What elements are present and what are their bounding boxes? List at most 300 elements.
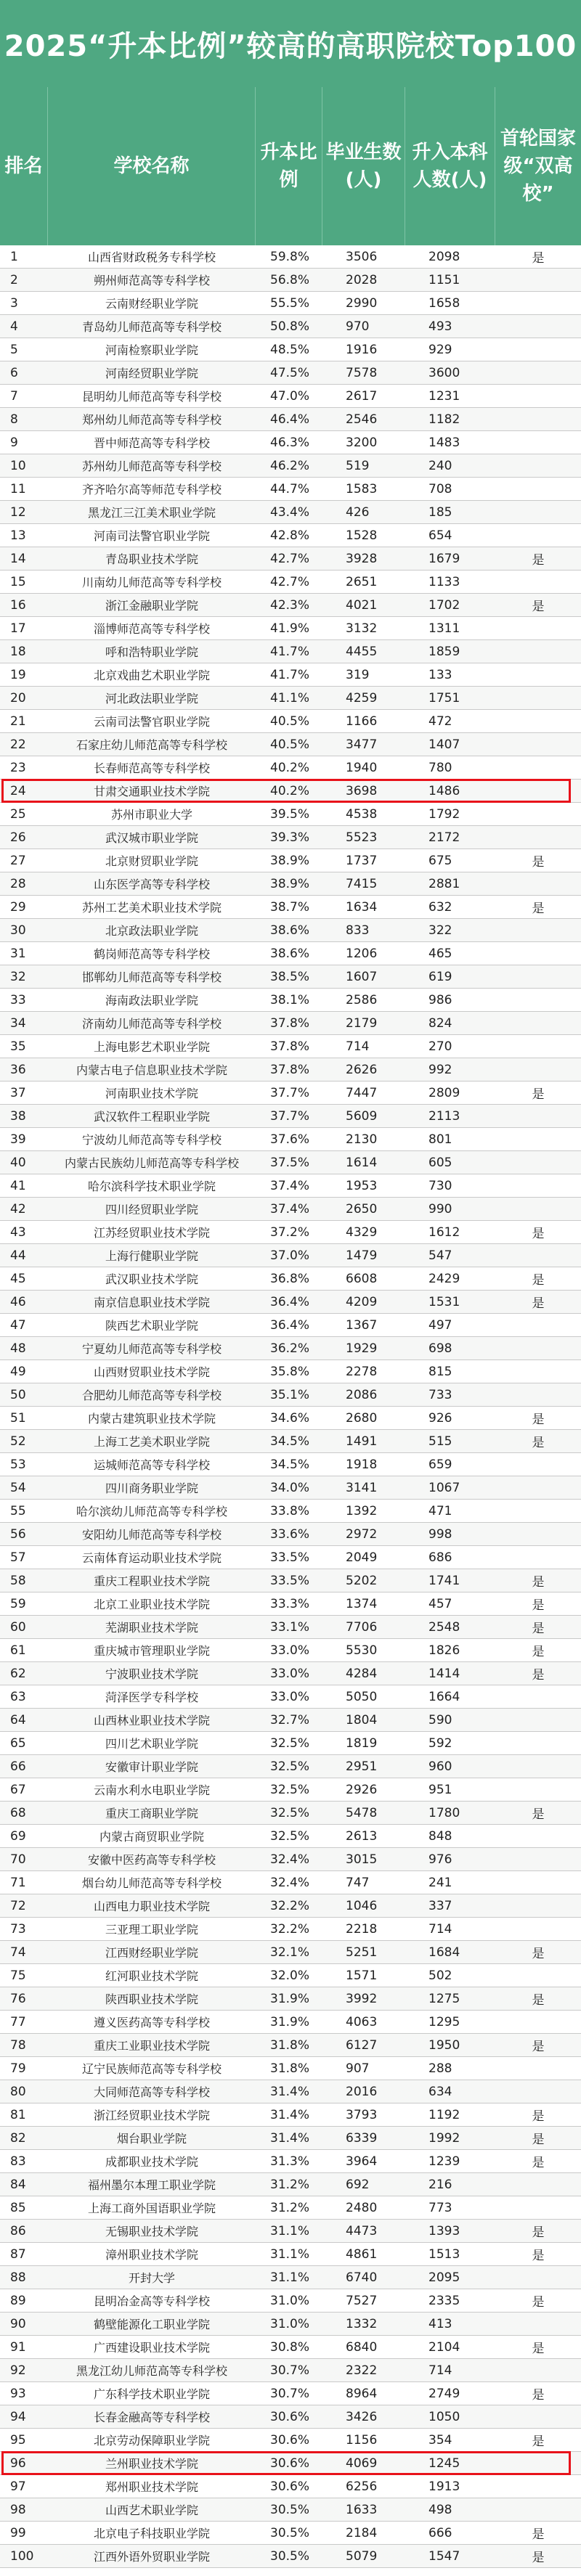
school-name-cell: 武汉城市职业学院 xyxy=(105,831,198,845)
graduates-cell: 2586 xyxy=(346,992,378,1007)
table-row xyxy=(0,1848,581,1871)
table-row xyxy=(0,803,581,826)
ratio-cell: 37.4% xyxy=(270,1201,310,1217)
ratio-cell: 31.9% xyxy=(270,1991,310,2006)
upgrade-count-cell: 698 xyxy=(428,1341,452,1356)
rank-cell: 17 xyxy=(10,621,26,636)
double-high-cell xyxy=(495,942,581,965)
school-name-cell: 上海电影艺术职业学院 xyxy=(93,1040,210,1054)
double-high-cell xyxy=(495,1360,581,1383)
school-name-cell: 内蒙古商贸职业学院 xyxy=(99,1830,204,1844)
school-name-cell: 烟台职业学院 xyxy=(116,2132,187,2146)
double-high-cell xyxy=(495,2266,581,2289)
graduates-cell: 2049 xyxy=(346,1550,378,1565)
ratio-cell: 31.4% xyxy=(270,2084,310,2099)
table-row xyxy=(0,2034,581,2057)
rank-cell: 50 xyxy=(10,1387,26,1402)
upgrade-count-cell: 2113 xyxy=(428,1108,460,1124)
ratio-cell: 31.0% xyxy=(270,2293,310,2308)
upgrade-count-cell: 998 xyxy=(428,1526,452,1542)
upgrade-count-cell: 1067 xyxy=(428,1480,460,1495)
graduates-cell: 1583 xyxy=(346,481,378,496)
graduates-cell: 2546 xyxy=(346,412,378,427)
ratio-cell: 40.5% xyxy=(270,737,310,752)
school-name-cell: 内蒙古电子信息职业技术学院 xyxy=(76,1063,227,1077)
ratio-cell: 34.5% xyxy=(270,1434,310,1449)
ratio-cell: 37.5% xyxy=(270,1155,310,1170)
double-high-cell xyxy=(495,1500,581,1522)
upgrade-count-cell: 675 xyxy=(428,853,452,868)
table-row xyxy=(0,431,581,454)
rank-cell: 9 xyxy=(10,435,18,450)
double-high-cell xyxy=(495,965,581,988)
school-name-cell: 宁夏幼儿师范高等专科学校 xyxy=(81,1342,222,1356)
school-name-cell: 开封大学 xyxy=(128,2271,175,2285)
ratio-cell: 32.5% xyxy=(270,1782,310,1797)
upgrade-count-cell: 1483 xyxy=(428,435,460,450)
upgrade-count-cell: 1393 xyxy=(428,2223,460,2238)
double-high-cell xyxy=(495,2405,581,2428)
ratio-cell: 42.7% xyxy=(270,551,310,566)
upgrade-count-cell: 502 xyxy=(428,1968,452,1983)
double-high-cell xyxy=(495,1476,581,1499)
table-body xyxy=(0,245,581,2568)
school-name-cell: 长春师范高等专科学校 xyxy=(93,761,210,775)
upgrade-count-cell: 465 xyxy=(428,946,452,961)
graduates-cell: 6339 xyxy=(346,2130,378,2146)
table-row xyxy=(0,1360,581,1383)
double-high-cell: 是 xyxy=(532,1273,545,1288)
ratio-cell: 30.5% xyxy=(270,2502,310,2517)
school-name-cell: 成都职业技术学院 xyxy=(105,2155,198,2169)
upgrade-count-cell: 1311 xyxy=(428,621,460,636)
double-high-cell xyxy=(495,2173,581,2196)
upgrade-count-cell: 654 xyxy=(428,528,452,543)
upgrade-count-cell: 619 xyxy=(428,969,452,984)
rank-cell: 26 xyxy=(10,830,26,845)
school-name-cell: 上海工艺美术职业学院 xyxy=(93,1435,210,1449)
graduates-cell: 2179 xyxy=(346,1015,378,1031)
double-high-cell xyxy=(495,826,581,849)
ratio-cell: 37.4% xyxy=(270,1178,310,1193)
double-high-cell xyxy=(495,872,581,895)
graduates-cell: 1392 xyxy=(346,1503,378,1518)
ratio-cell: 38.5% xyxy=(270,969,310,984)
graduates-cell: 1166 xyxy=(346,713,378,729)
rank-cell: 45 xyxy=(10,1271,26,1286)
ratio-cell: 31.8% xyxy=(270,2037,310,2053)
upgrade-count-cell: 413 xyxy=(428,2316,452,2331)
school-name-cell: 黑龙江幼儿师范高等专科学校 xyxy=(76,2364,227,2378)
upgrade-count-cell: 632 xyxy=(428,899,452,915)
upgrade-count-cell: 590 xyxy=(428,1712,452,1727)
double-high-cell xyxy=(495,1058,581,1081)
upgrade-count-cell: 605 xyxy=(428,1155,452,1170)
double-high-cell xyxy=(495,2475,581,2498)
ratio-cell: 56.8% xyxy=(270,272,310,287)
rank-cell: 13 xyxy=(10,528,26,543)
rank-cell: 55 xyxy=(10,1503,26,1518)
ratio-cell: 32.1% xyxy=(270,1945,310,1960)
table-row xyxy=(0,571,581,594)
school-name-cell: 哈尔滨科学技术职业学院 xyxy=(87,1179,216,1193)
school-name-cell: 郑州幼儿师范高等专科学校 xyxy=(81,413,222,427)
rank-cell: 23 xyxy=(10,760,26,775)
school-name-cell: 青岛幼儿师范高等专科学校 xyxy=(81,320,222,334)
school-name-cell: 合肥幼儿师范高等专科学校 xyxy=(81,1389,222,1402)
graduates-cell: 747 xyxy=(346,1875,370,1890)
header-rank: 排名 xyxy=(0,87,48,245)
rank-cell: 75 xyxy=(10,1968,26,1983)
rank-cell: 89 xyxy=(10,2293,26,2308)
table-row xyxy=(0,1546,581,1569)
rank-cell: 31 xyxy=(10,946,26,961)
table-row xyxy=(0,1616,581,1639)
double-high-cell: 是 xyxy=(532,2109,545,2124)
ratio-cell: 50.8% xyxy=(270,319,310,334)
double-high-cell xyxy=(495,1198,581,1220)
double-high-cell xyxy=(495,338,581,361)
table-row xyxy=(0,1081,581,1105)
table-row xyxy=(0,1685,581,1709)
school-name-cell: 苏州幼儿师范高等专科学校 xyxy=(81,459,222,473)
upgrade-count-cell: 2809 xyxy=(428,1085,460,1100)
double-high-cell xyxy=(495,1383,581,1406)
graduates-cell: 1819 xyxy=(346,1735,378,1751)
ratio-cell: 55.5% xyxy=(270,295,310,311)
upgrade-count-cell: 2335 xyxy=(428,2293,460,2308)
rank-cell: 37 xyxy=(10,1085,26,1100)
school-name-cell: 河南职业技术学院 xyxy=(105,1087,198,1100)
double-high-cell xyxy=(495,431,581,454)
ratio-cell: 31.4% xyxy=(270,2130,310,2146)
rank-cell: 34 xyxy=(10,1015,26,1031)
school-name-cell: 鹤岗师范高等专科学校 xyxy=(93,947,210,961)
double-high-cell xyxy=(495,2452,581,2474)
ratio-cell: 33.0% xyxy=(270,1666,310,1681)
double-high-cell xyxy=(495,2313,581,2335)
double-high-cell: 是 xyxy=(532,1668,545,1682)
graduates-cell: 2130 xyxy=(346,1132,378,1147)
rank-cell: 25 xyxy=(10,806,26,822)
rank-cell: 81 xyxy=(10,2107,26,2122)
rank-cell: 80 xyxy=(10,2084,26,2099)
upgrade-count-cell: 773 xyxy=(428,2200,452,2215)
upgrade-count-cell: 2548 xyxy=(428,1619,460,1635)
double-high-cell xyxy=(495,1709,581,1731)
table-row xyxy=(0,1592,581,1616)
rank-cell: 95 xyxy=(10,2432,26,2448)
header-graduates: 毕业生数(人) xyxy=(322,87,405,245)
graduates-cell: 1929 xyxy=(346,1341,378,1356)
double-high-cell: 是 xyxy=(532,600,545,614)
ratio-cell: 31.1% xyxy=(270,2270,310,2285)
ratio-cell: 36.8% xyxy=(270,1271,310,1286)
ratio-cell: 32.5% xyxy=(270,1735,310,1751)
double-high-cell: 是 xyxy=(532,1436,545,1450)
school-name-cell: 云南水利水电职业学院 xyxy=(93,1783,210,1797)
ratio-cell: 30.5% xyxy=(270,2548,310,2564)
school-name-cell: 运城师范高等专科学校 xyxy=(93,1458,210,1472)
table-row xyxy=(0,780,581,803)
rank-cell: 86 xyxy=(10,2223,26,2238)
rank-cell: 73 xyxy=(10,1921,26,1937)
double-high-cell xyxy=(495,361,581,384)
table-row xyxy=(0,2150,581,2173)
graduates-cell: 5251 xyxy=(346,1945,378,1960)
rank-cell: 12 xyxy=(10,504,26,520)
double-high-cell xyxy=(495,408,581,430)
school-name-cell: 南京信息职业技术学院 xyxy=(93,1296,210,1309)
rank-cell: 7 xyxy=(10,388,18,404)
ratio-cell: 34.6% xyxy=(270,1410,310,1426)
double-high-cell: 是 xyxy=(532,855,545,870)
rank-cell: 72 xyxy=(10,1898,26,1913)
ratio-cell: 38.6% xyxy=(270,923,310,938)
table-row xyxy=(0,2173,581,2196)
upgrade-count-cell: 498 xyxy=(428,2502,452,2517)
table-row xyxy=(0,896,581,919)
double-high-cell xyxy=(495,2359,581,2381)
table-row xyxy=(0,1128,581,1151)
graduates-cell: 2613 xyxy=(346,1828,378,1844)
rank-cell: 51 xyxy=(10,1410,26,1426)
school-name-cell: 上海行健职业学院 xyxy=(105,1249,198,1263)
table-row xyxy=(0,408,581,431)
table-row xyxy=(0,2103,581,2127)
double-high-cell xyxy=(495,501,581,523)
rank-cell: 10 xyxy=(10,458,26,473)
upgrade-count-cell: 2881 xyxy=(428,876,460,891)
rank-cell: 2 xyxy=(10,272,18,287)
school-name-cell: 北京电子科技职业学院 xyxy=(93,2527,210,2540)
school-name-cell: 安徽中医药高等专科学校 xyxy=(87,1853,216,1867)
rank-cell: 90 xyxy=(10,2316,26,2331)
ratio-cell: 37.0% xyxy=(270,1248,310,1263)
table-row xyxy=(0,2266,581,2289)
school-name-cell: 宁波幼儿师范高等专科学校 xyxy=(81,1133,222,1147)
rank-cell: 27 xyxy=(10,853,26,868)
rank-cell: 54 xyxy=(10,1480,26,1495)
rank-cell: 49 xyxy=(10,1364,26,1379)
ratio-cell: 33.5% xyxy=(270,1573,310,1588)
school-name-cell: 河南司法警官职业学院 xyxy=(93,529,210,543)
ratio-cell: 42.3% xyxy=(270,597,310,613)
rank-cell: 29 xyxy=(10,899,26,915)
double-high-cell: 是 xyxy=(532,1645,545,1659)
ratio-cell: 46.2% xyxy=(270,458,310,473)
upgrade-count-cell: 497 xyxy=(428,1317,452,1333)
rank-cell: 74 xyxy=(10,1945,26,1960)
ratio-cell: 30.8% xyxy=(270,2339,310,2355)
ratio-cell: 42.8% xyxy=(270,528,310,543)
graduates-cell: 907 xyxy=(346,2061,370,2076)
table-row xyxy=(0,315,581,338)
school-name-cell: 重庆城市管理职业学院 xyxy=(93,1644,210,1658)
table-row xyxy=(0,1569,581,1592)
ratio-cell: 30.6% xyxy=(270,2432,310,2448)
table-row xyxy=(0,1500,581,1523)
school-name-cell: 菏泽医学专科学校 xyxy=(105,1690,198,1704)
school-name-cell: 河南经贸职业学院 xyxy=(105,367,198,380)
upgrade-count-cell: 1859 xyxy=(428,644,460,659)
upgrade-count-cell: 1702 xyxy=(428,597,460,613)
table-row xyxy=(0,1894,581,1918)
ratio-cell: 36.4% xyxy=(270,1294,310,1309)
ratio-cell: 36.4% xyxy=(270,1317,310,1333)
double-high-cell xyxy=(495,2196,581,2219)
school-name-cell: 山西省财政税务专科学校 xyxy=(87,250,216,264)
double-high-cell: 是 xyxy=(532,1087,545,1102)
double-high-cell: 是 xyxy=(532,2225,545,2240)
school-name-cell: 江苏经贸职业技术学院 xyxy=(93,1226,210,1240)
double-high-cell xyxy=(495,1105,581,1127)
table-row xyxy=(0,547,581,571)
school-name-cell: 四川商务职业学院 xyxy=(105,1481,198,1495)
double-high-cell xyxy=(495,454,581,477)
upgrade-count-cell: 1679 xyxy=(428,551,460,566)
rank-cell: 56 xyxy=(10,1526,26,1542)
graduates-cell: 4284 xyxy=(346,1666,378,1681)
rank-cell: 57 xyxy=(10,1550,26,1565)
school-name-cell: 云南司法警官职业学院 xyxy=(93,715,210,729)
school-name-cell: 河南检察职业学院 xyxy=(105,343,198,357)
table-row xyxy=(0,2080,581,2103)
double-high-cell: 是 xyxy=(532,2388,545,2403)
ratio-cell: 37.2% xyxy=(270,1224,310,1240)
table-row xyxy=(0,338,581,361)
rank-cell: 38 xyxy=(10,1108,26,1124)
school-name-cell: 北京政法职业学院 xyxy=(105,924,198,938)
graduates-cell: 519 xyxy=(346,458,370,473)
table-row xyxy=(0,919,581,942)
upgrade-count-cell: 1486 xyxy=(428,783,460,798)
school-name-cell: 北京劳动保障职业学院 xyxy=(93,2434,210,2448)
double-high-cell: 是 xyxy=(532,1993,545,2008)
double-high-cell: 是 xyxy=(532,1227,545,1241)
graduates-cell: 2650 xyxy=(346,1201,378,1217)
double-high-cell: 是 xyxy=(532,553,545,568)
table-row xyxy=(0,2289,581,2313)
double-high-cell xyxy=(495,1964,581,1987)
rank-cell: 78 xyxy=(10,2037,26,2053)
double-high-cell xyxy=(495,524,581,547)
upgrade-count-cell: 634 xyxy=(428,2084,452,2099)
table-row xyxy=(0,826,581,849)
upgrade-count-cell: 1531 xyxy=(428,1294,460,1309)
upgrade-count-cell: 733 xyxy=(428,1387,452,1402)
upgrade-count-cell: 2095 xyxy=(428,2270,460,2285)
upgrade-count-cell: 1151 xyxy=(428,272,460,287)
rank-cell: 65 xyxy=(10,1735,26,1751)
upgrade-count-cell: 815 xyxy=(428,1364,452,1379)
school-name-cell: 北京工业职业技术学院 xyxy=(93,1598,210,1611)
upgrade-count-cell: 848 xyxy=(428,1828,452,1844)
upgrade-count-cell: 270 xyxy=(428,1039,452,1054)
school-name-cell: 内蒙古民族幼儿师范高等专科学校 xyxy=(64,1156,239,1170)
ratio-cell: 33.0% xyxy=(270,1689,310,1704)
school-name-cell: 内蒙古建筑职业技术学院 xyxy=(87,1412,216,1426)
rank-cell: 52 xyxy=(10,1434,26,1449)
table-row xyxy=(0,454,581,478)
double-high-cell xyxy=(495,269,581,291)
graduates-cell: 970 xyxy=(346,319,370,334)
table-row xyxy=(0,478,581,501)
rank-cell: 82 xyxy=(10,2130,26,2146)
table-row xyxy=(0,849,581,872)
double-high-cell: 是 xyxy=(532,1598,545,1613)
ratio-cell: 33.8% xyxy=(270,1503,310,1518)
double-high-cell xyxy=(495,617,581,639)
rank-cell: 100 xyxy=(10,2548,34,2564)
double-high-cell xyxy=(495,1128,581,1150)
rank-cell: 61 xyxy=(10,1643,26,1658)
school-name-cell: 邯郸幼儿师范高等专科学校 xyxy=(81,970,222,984)
double-high-cell xyxy=(495,385,581,407)
upgrade-count-cell: 1658 xyxy=(428,295,460,311)
double-high-cell: 是 xyxy=(532,2295,545,2310)
double-high-cell xyxy=(495,687,581,709)
graduates-cell: 2617 xyxy=(346,388,378,404)
school-name-cell: 大同师范高等专科学校 xyxy=(93,2085,210,2099)
table-row xyxy=(0,1267,581,1291)
double-high-cell xyxy=(495,780,581,802)
ratio-cell: 33.1% xyxy=(270,1619,310,1635)
school-name-cell: 山西电力职业技术学院 xyxy=(93,1900,210,1913)
table-row xyxy=(0,1291,581,1314)
table-row xyxy=(0,1987,581,2011)
table-row xyxy=(0,2498,581,2522)
rank-cell: 64 xyxy=(10,1712,26,1727)
ratio-cell: 33.0% xyxy=(270,1643,310,1658)
table-row xyxy=(0,2196,581,2220)
rank-cell: 91 xyxy=(10,2339,26,2355)
double-high-cell xyxy=(495,1244,581,1267)
table-row xyxy=(0,1430,581,1453)
upgrade-count-cell: 3600 xyxy=(428,365,460,380)
ratio-cell: 30.6% xyxy=(270,2479,310,2494)
graduates-cell: 1156 xyxy=(346,2432,378,2448)
graduates-cell: 7578 xyxy=(346,365,378,380)
upgrade-count-cell: 986 xyxy=(428,992,452,1007)
table-row xyxy=(0,2359,581,2382)
upgrade-count-cell: 1950 xyxy=(428,2037,460,2053)
ratio-cell: 32.0% xyxy=(270,1968,310,1983)
rank-cell: 16 xyxy=(10,597,26,613)
table-row xyxy=(0,1476,581,1500)
upgrade-count-cell: 730 xyxy=(428,1178,452,1193)
table-row xyxy=(0,1709,581,1732)
graduates-cell: 1918 xyxy=(346,1457,378,1472)
double-high-cell xyxy=(495,1825,581,1847)
table-row xyxy=(0,2382,581,2405)
school-name-cell: 朔州师范高等专科学校 xyxy=(93,274,210,287)
school-name-cell: 河北政法职业学院 xyxy=(105,692,198,706)
rank-cell: 71 xyxy=(10,1875,26,1890)
ratio-cell: 38.9% xyxy=(270,876,310,891)
graduates-cell: 2322 xyxy=(346,2363,378,2378)
table-row xyxy=(0,1058,581,1081)
rank-cell: 69 xyxy=(10,1828,26,1844)
rank-cell: 58 xyxy=(10,1573,26,1588)
graduates-cell: 3015 xyxy=(346,1852,378,1867)
ratio-cell: 35.1% xyxy=(270,1387,310,1402)
graduates-cell: 1614 xyxy=(346,1155,378,1170)
graduates-cell: 1804 xyxy=(346,1712,378,1727)
table-row xyxy=(0,2127,581,2150)
school-name-cell: 云南体育运动职业技术学院 xyxy=(81,1551,222,1565)
graduates-cell: 6740 xyxy=(346,2270,378,2285)
